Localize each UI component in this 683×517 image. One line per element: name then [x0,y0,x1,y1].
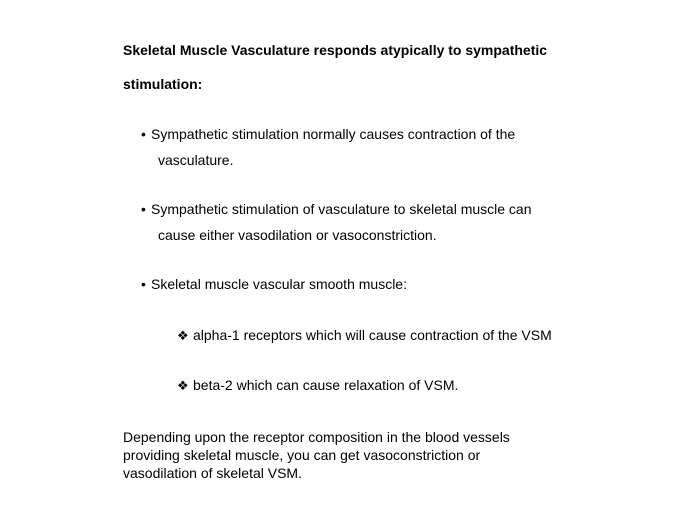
bullet-item [141,271,407,297]
subbullet-text: beta-2 which can cause relaxation of VSM. [193,377,459,393]
bullet-text-line-2: vasculature. [158,152,234,168]
diamond-bullet-icon: ❖ [177,378,189,393]
bullet-item [141,196,532,248]
bullet-icon: • [141,276,146,292]
bullet-text-line-1: Sympathetic stimulation normally causes contraction of the [151,126,516,142]
bullet-text-line-1: Sympathetic stimulation of vasculature to skeletal muscle can [151,201,532,217]
bullet-text-line-1: Skeletal muscle vascular smooth muscle: [151,276,407,292]
paragraph-line-2: providing skeletal muscle, you can get vasoconstriction or [123,447,481,463]
bullet-icon: • [141,126,146,142]
subbullet-item [177,327,552,344]
paragraph-line-3: vasodilation of skeletal VSM. [123,465,302,481]
subbullet-item [177,377,458,394]
bullet-text-line-2: cause either vasodilation or vasoconstriction. [158,227,437,243]
subbullet-text: alpha-1 receptors which will cause contraction of the VSM [193,327,552,343]
bullet-icon: • [141,201,146,217]
diamond-bullet-icon: ❖ [177,328,189,343]
heading-line-2: stimulation: [123,76,203,92]
heading-line-1: Skeletal Muscle Vasculature responds atypically to sympathetic [123,42,548,58]
paragraph-line-1: Depending upon the receptor composition in the blood vessels [123,429,510,445]
summary-paragraph [123,428,510,482]
bullet-item [141,121,515,173]
